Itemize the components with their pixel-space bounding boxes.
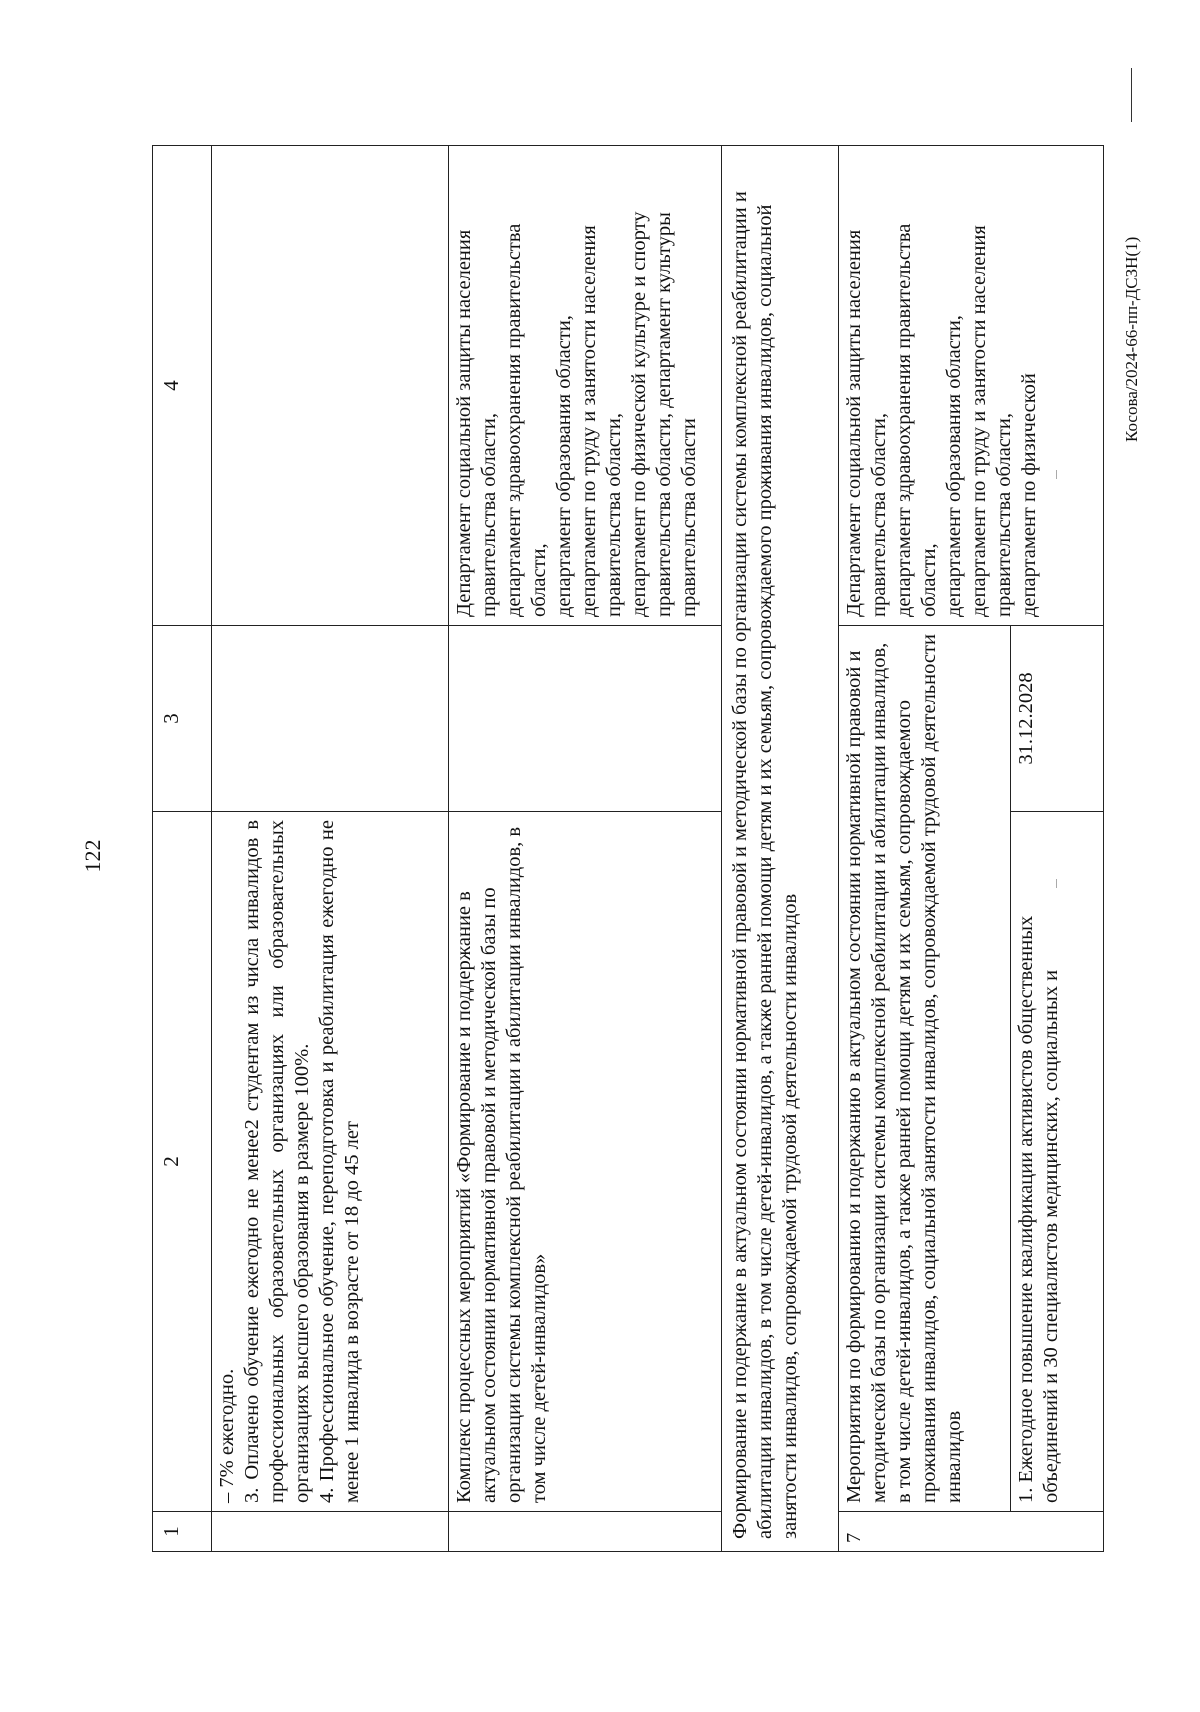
footer-rule bbox=[1131, 68, 1132, 122]
row-b-deadline-cell bbox=[449, 626, 722, 812]
row-a-deadline-cell bbox=[212, 626, 449, 812]
row-b-number-cell bbox=[449, 1512, 722, 1552]
row-b-responsible-line-2: департамент здравоохранения правительства области, bbox=[503, 223, 550, 617]
row-b-responsible-line-4: департамент по труду и занятости населения правительства области, bbox=[578, 225, 625, 617]
scan-artifact-mark bbox=[1056, 470, 1057, 479]
row-7-responsible-line-1: Департамент социальной защиты населения правительства области, bbox=[843, 229, 890, 617]
row-a-line-2: 3. Оплачено обучение ежегодно не менее2 студентам из числа инвалидов в профессиональных образовательных организациях или образовательных организациях высшего образования в размере 100%. bbox=[241, 820, 313, 1503]
document-code-footer: Косова/2024-66-пп-ДСЗН(1) bbox=[1122, 236, 1141, 442]
row-7-measure-text: Мероприятия по формированию и подержанию в актуальном состоянии нормативной правовой и методической базы по организации системы комплексной реабилитации и абилитации инвалидов, в том числе детей-инвалидов, а также ранней помощи детям и их семьям, сопровождаемого проживания инвалидов, социальной занятости инвалидов, сопровождаемой трудовой деятельности инвалидов bbox=[839, 626, 1011, 1512]
row-7-responsible-line-4: департамент по труду и занятости населения правительства области, bbox=[968, 225, 1015, 617]
row-b-responsible-cell bbox=[449, 146, 722, 626]
table-row-7 bbox=[839, 146, 1011, 1552]
row-a-number-cell bbox=[212, 1512, 449, 1552]
table-row-process-complex bbox=[449, 146, 722, 1552]
row-b-responsible-line-3: департамент образования области, bbox=[553, 315, 575, 617]
document-table bbox=[152, 145, 1104, 1552]
table-section-row bbox=[722, 146, 839, 1552]
header-col-3: 3 bbox=[153, 626, 212, 812]
row-7-1-deadline: 31.12.2028 bbox=[1011, 626, 1104, 812]
row-a-results-cell bbox=[212, 812, 449, 1512]
row-b-responsible-line-1: Департамент социальной защиты населения правительства области, bbox=[453, 229, 500, 617]
row-7-number: 7 bbox=[839, 1512, 1104, 1552]
row-a-responsible-cell bbox=[212, 146, 449, 626]
header-col-2: 2 bbox=[153, 812, 212, 1512]
scan-artifact-mark bbox=[1056, 879, 1057, 888]
row-7-1-text bbox=[1011, 812, 1104, 1512]
row-7-responsible-line-5: департамент по физической bbox=[1018, 373, 1040, 617]
row-7-responsible-line-2: департамент здравоохранения правительства области, bbox=[893, 223, 940, 617]
row-a-line-3: 4. Профессиональное обучение, переподготовка и реабилитация ежегодно не менее 1 инвалида в возрасте от 18 до 45 лет bbox=[316, 820, 363, 1503]
table-row-results-continued bbox=[212, 146, 449, 1552]
row-7-responsible-line-3: департамент образования области, bbox=[943, 315, 965, 617]
row-7-responsible-cell bbox=[839, 146, 1104, 626]
row-b-complex-title: Комплекс процессных мероприятий «Формирование и поддержание в актуальном состоянии нормативной правовой и методической базы по организации системы комплексной реабилитации и абилитации инвалидов, в том числе детей-инвалидов» bbox=[449, 812, 722, 1512]
row-b-responsible-line-5: департамент по физической культуре и спорту правительства области, департамент культуры правительства области bbox=[628, 211, 700, 617]
row-7-1-result-text: 1. Ежегодное повышение квалификации активистов общественных объединений и 30 специалистов медицинских, социальных и bbox=[1015, 915, 1062, 1503]
section-heading: Формирование и подержание в актуальном состоянии нормативной правовой и методической базы по организации системы комплексной реабилитации и абилитации инвалидов, в том числе детей-инвалидов, а также ранней помощи детям и их семьям, сопровождаемого проживания инвалидов, социальной занятости инвалидов, сопровождаемой трудовой деятельности инвалидов bbox=[722, 146, 839, 1552]
row-a-line-1: – 7% ежегодно. bbox=[216, 1368, 238, 1503]
header-col-1: 1 bbox=[153, 1512, 212, 1552]
header-col-4: 4 bbox=[153, 146, 212, 626]
table-header-row bbox=[153, 146, 212, 1552]
page-number: 122 bbox=[80, 839, 105, 873]
